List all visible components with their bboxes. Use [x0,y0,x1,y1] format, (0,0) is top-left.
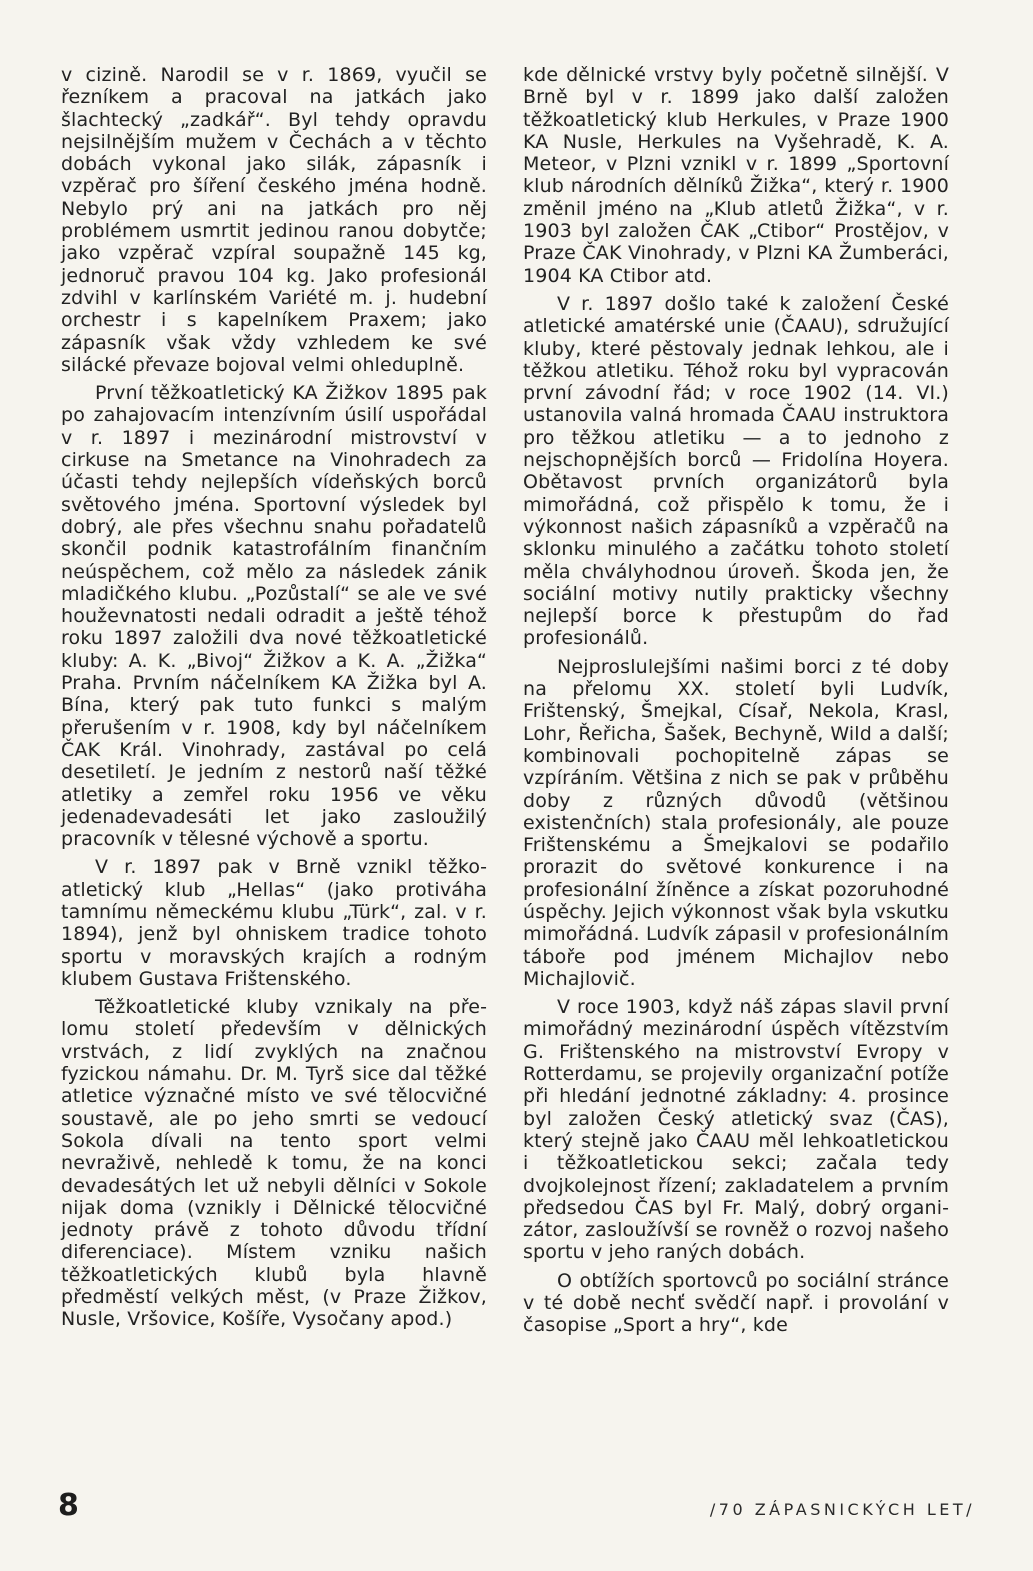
paragraph: V r. 1897 došlo také k založení České atletické amatérské unie (ČAAU), sdružující kluby, které pěstovaly jednak lehkou, ale i těžkou atletiku. Téhož roku byl vypracován první závodní řád; v roce 1902 (14. VI.) ustanovila valná hromada ČAAU instruktora pro těžkou atletiku — a to jednoho z nejschopnějších borců — Fridolína Hoyera. Obětavost prvních organizátorů byla mimořádná, což přispělo k tomu, že i výkonnost našich zápasníků a vzpěračů na sklonku minulého a začátku tohoto století měla chvályhodnou úroveň. Škoda jen, že sociální motivy nutily prakticky všechny nejlepší borce k přestupům do řad profesionálů. [523,292,949,650]
paragraph: Těžkoatletické kluby vznikaly na přelomu století především v dělnických vrstvách, z lidí zvyklých na značnou fyzickou námahu. Dr. M. Tyrš sice dal těžké atletice význačné místo ve své tělocvičné soustavě, ale po jeho smrti se vedoucí Sokola dívali na tento sport velmi nevraživě, nehledě k tomu, že na konci devadesátých let už nebyli dělníci v Sokole nijak doma (vznikly i Dělnické tělocvičné jednoty právě z tohoto důvodu třídní diferenciace). Místem vzniku našich těžkoatletických klubů byla hlavně předměstí velkých měst, (v Praze Žižkov, Nusle, Vršovice, Košíře, Vysočany apod.) [61,996,487,1331]
paragraph: V r. 1897 pak v Brně vznikl těžkoatletický klub „Hellas“ (jako protiváha tamnímu německému klubu „Türk“, zal. v r. 1894), jenž byl ohniskem tradice tohoto sportu v moravských krajích a rodným klubem Gustava Frištenského. [61,856,487,990]
paragraph: Nejproslulejšími našimi borci z té doby na přelomu XX. století byli Ludvík, Frištenský, Šmejkal, Císař, Nekola, Krasl, Lohr, Řeřicha, Šašek, Bechyně, Wild a další; kombinovali pochopitelně zápas se vzpíráním. Většina z nich se pak v průběhu doby z různých důvodů (většinou existenčních) stala profesionály, ale pouze Frištenskému a Šmejkalovi se podařilo prorazit do světové konkurence i na profesionální žíněnce a získat pozoruhodné úspěchy. Jejich výkonnost však byla vskutku mimořádná. Ludvík zápasil v profesionálním táboře pod jménem Michajlov nebo Michajlovič. [523,655,949,990]
paragraph: v cizině. Narodil se v r. 1869, vyučil se řezníkem a pracoval na jatkách jako šlachtecký „zadkář“. Byl tehdy opravdu nejsilnějším mužem v Čechách a v těchto dobách vykonal jako silák, zápasník i vzpěrač pro šíření českého jména hodně. Nebylo prý ani na jatkách pro něj problémem usmrtit jedinou ranou dobytče; jako vzpěrač vzpíral soupažně 145 kg, jednoruč pravou 104 kg. Jako profesionál zdvihl v karlínském Variété m. j. hudební orchestr i s kapelníkem Praxem; jako zápasník však vždy vzhledem ke své silácké převaze bojoval velmi ohleduplně. [61,64,487,376]
paragraph: kde dělnické vrstvy byly početně silnější. V Brně byl v r. 1899 jako další založen těžkoatletický klub Herkules, v Praze 1900 KA Nusle, Herkules na Vyšehradě, K. A. Meteor, v Plzni vznikl v r. 1899 „Sportovní klub národních dělníků Žižka“, který r. 1900 změnil jméno na „Klub atletů Žižka“, v r. 1903 byl založen ČAK „Ctibor“ Prostějov, v Praze ČAK Vinohrady, v Plzni KA Žumberáci, 1904 KA Ctibor atd. [523,64,949,287]
left-column [61,64,487,1337]
paragraph: V roce 1903, když náš zápas slavil první mimořádný mezinárodní úspěch vítězstvím G. Frištenského na mistrovství Evropy v Rotterdamu, se projevily organizační potíže při hledání jednotné základny: 4. prosince byl založen Český atletický svaz (ČAS), který stejně jako ČAAU měl lehkoatletickou i těžkoatletickou sekci; začala tedy dvojkolejnost řízení; zakladatelem a prvním předsedou ČAS byl Fr. Malý, dobrý organizátor, zasloužívší se rovněž o rozvoj našeho sportu v jeho raných dobách. [523,996,949,1264]
page-number: 8 [58,1488,79,1523]
running-title: /70 ZÁPASNICKÝCH LET/ [709,1500,975,1519]
right-column [523,64,949,1343]
paragraph: První těžkoatletický KA Žižkov 1895 pak po zahajovacím intenzívním úsilí uspořádal v r. 1897 i mezinárodní mistrovství v cirkuse na Smetance na Vinohradech za účasti tehdy nejlepších vídeňských borců světového jména. Sportovní výsledek byl dobrý, ale přes všechnu snahu pořadatelů skončil podnik katastrofálním finančním neúspěchem, což mělo za následek zánik mladičkého klubu. „Pozůstalí“ se ale ve své houževnatosti nedali odradit a ještě téhož roku 1897 založili dva nové těžkoatletické kluby: A. K. „Bivoj“ Žižkov a K. A. „Žižka“ Praha. Prvním náčelníkem KA Žižka byl A. Bína, který pak tuto funkci s malým přerušením v r. 1908, kdy byl náčelníkem ČAK Král. Vinohrady, zastával po celá desetiletí. Je jedním z nestorů naší těžké atletiky a zemřel roku 1956 ve věku jedenadevadesáti let jako zasloužilý pracovník v tělesné výchově a sportu. [61,382,487,851]
paragraph: O obtížích sportovců po sociální stránce v té době nechť svědčí např. i provolání v časopise „Sport a hry“, kde [523,1269,949,1337]
